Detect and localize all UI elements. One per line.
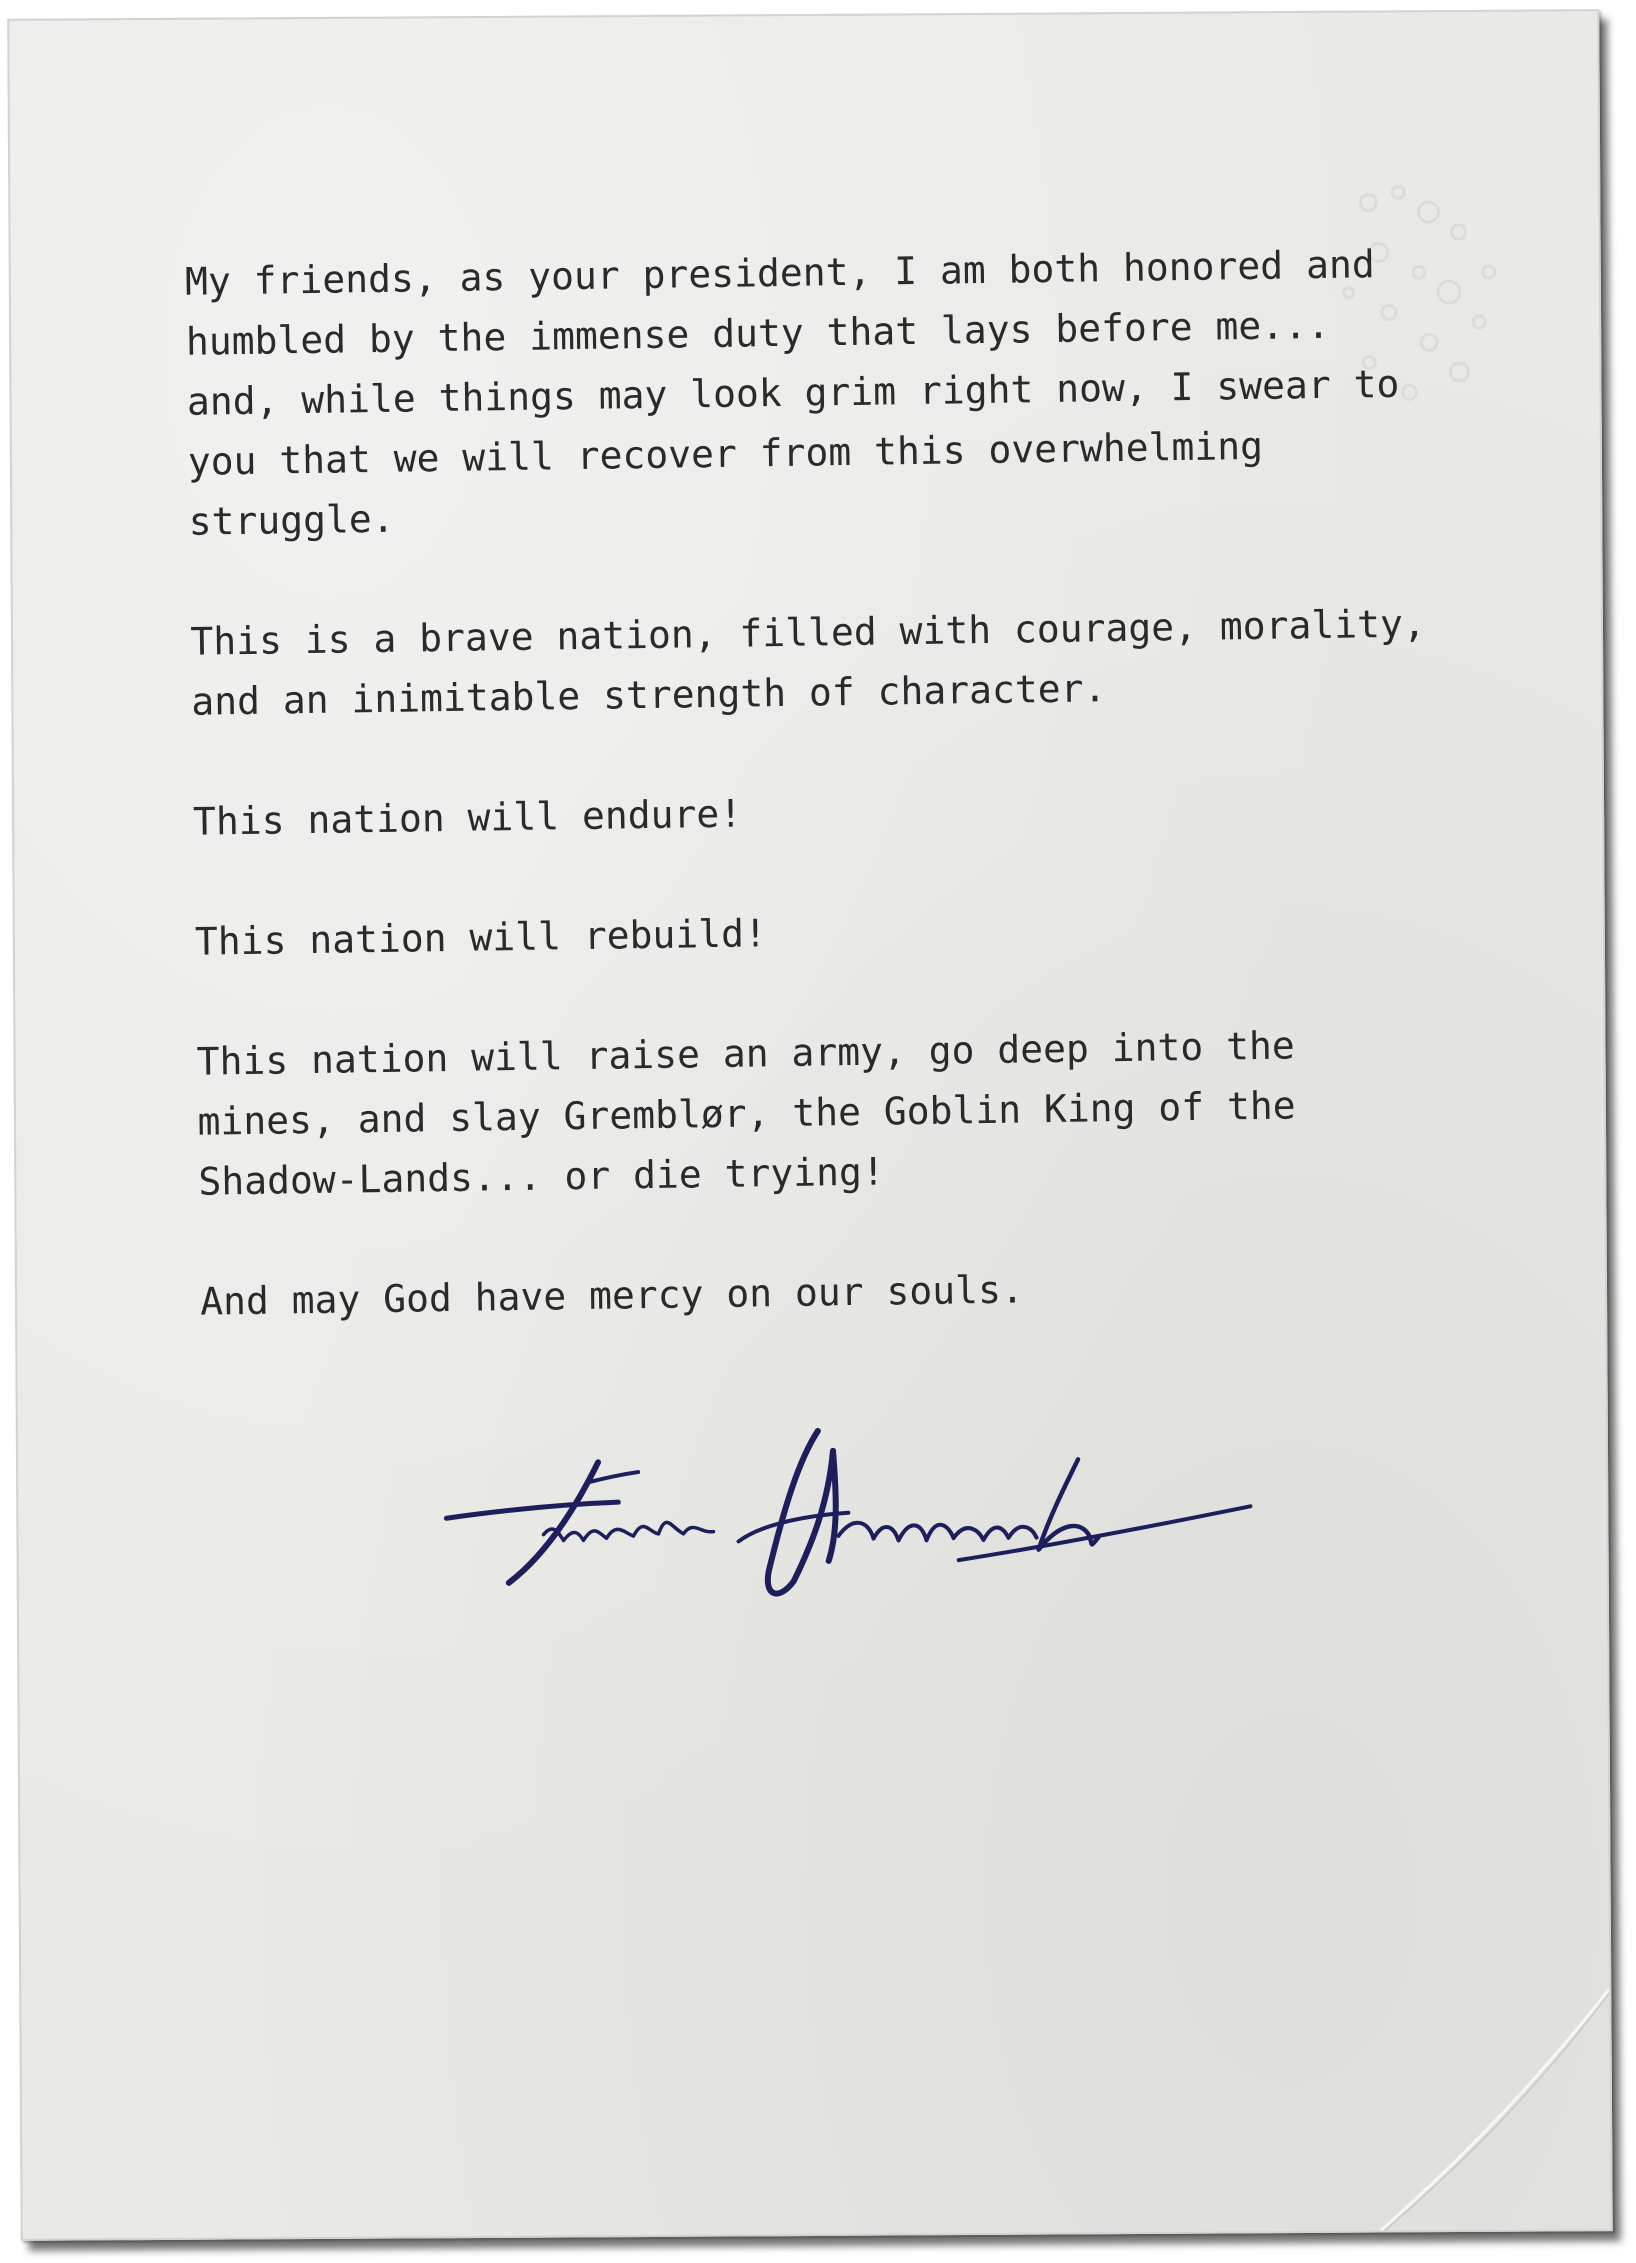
handwritten-signature <box>438 1418 1259 1623</box>
paragraph-rebuild: This nation will rebuild! <box>194 911 768 964</box>
page-corner-crease <box>1309 1929 1611 2231</box>
paragraph-opening: My friends, as your president, I am both honored and humbled by the immense duty that lays before me... and, while things may look grim right now, I swear to you that we will recover from this overwhelming struggle. <box>184 241 1423 544</box>
letter-body <box>185 233 1452 1391</box>
paragraph-endure: This nation will endure! <box>192 791 743 844</box>
paragraph-closing: And may God have mercy on our souls. <box>199 1267 1025 1324</box>
letter-page <box>7 9 1613 2241</box>
paragraph-army: This nation will raise an army, go deep into the mines, and slay Gremblør, the Goblin King of the Shadow-Lands... or die trying! <box>196 1023 1319 1204</box>
paragraph-brave-nation: This is a brave nation, filled with courage, morality, and an inimitable strength of character. <box>190 601 1449 724</box>
